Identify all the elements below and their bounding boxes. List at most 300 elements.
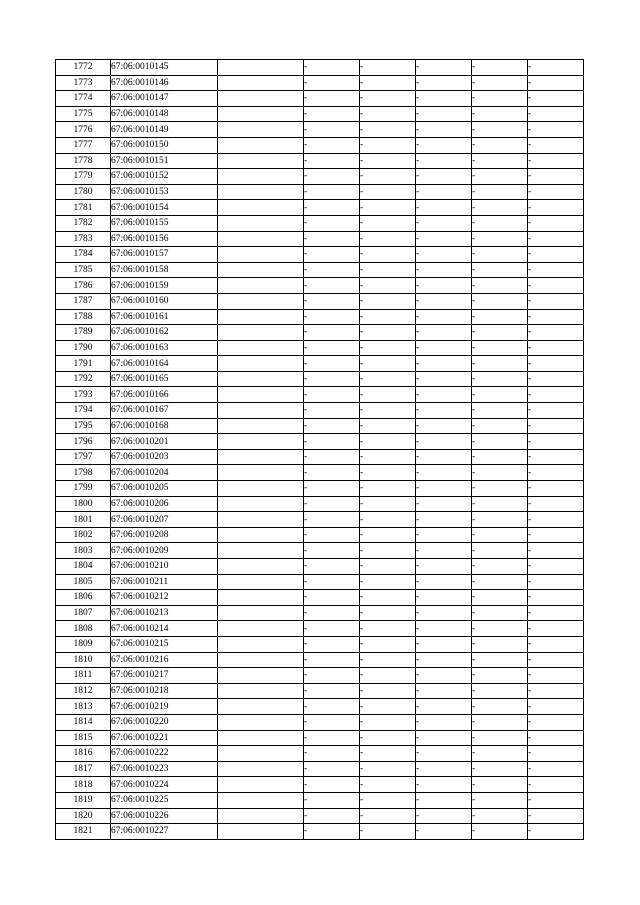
value-cell: - (528, 605, 584, 621)
registry-table (55, 59, 584, 840)
value-cell: - (304, 356, 360, 372)
value-cell: - (472, 184, 528, 200)
blank-cell (218, 200, 304, 216)
value-cell: - (416, 512, 472, 528)
value-cell: - (528, 169, 584, 185)
value-cell: - (416, 325, 472, 341)
value-cell: - (416, 75, 472, 91)
table-row (56, 559, 584, 575)
blank-cell (218, 761, 304, 777)
value-cell: - (416, 808, 472, 824)
value-cell: - (416, 621, 472, 637)
value-cell: - (304, 777, 360, 793)
cadastral-number-cell: 67:06:0010219 (111, 699, 218, 715)
value-cell: - (304, 278, 360, 294)
value-cell: - (472, 153, 528, 169)
value-cell: - (416, 699, 472, 715)
value-cell: - (472, 403, 528, 419)
row-number-cell: 1789 (56, 325, 111, 341)
value-cell: - (304, 169, 360, 185)
row-number-cell: 1802 (56, 527, 111, 543)
value-cell: - (416, 122, 472, 138)
value-cell: - (528, 418, 584, 434)
row-number-cell: 1773 (56, 75, 111, 91)
table-row (56, 636, 584, 652)
table-row (56, 91, 584, 107)
cadastral-number-cell: 67:06:0010167 (111, 403, 218, 419)
value-cell: - (472, 543, 528, 559)
value-cell: - (472, 605, 528, 621)
value-cell: - (416, 481, 472, 497)
value-cell: - (416, 371, 472, 387)
cadastral-number-cell: 67:06:0010160 (111, 293, 218, 309)
table-row (56, 325, 584, 341)
value-cell: - (472, 559, 528, 575)
value-cell: - (528, 262, 584, 278)
value-cell: - (304, 200, 360, 216)
table-row (56, 605, 584, 621)
cadastral-number-cell: 67:06:0010166 (111, 387, 218, 403)
value-cell: - (304, 449, 360, 465)
value-cell: - (472, 75, 528, 91)
blank-cell (218, 75, 304, 91)
value-cell: - (304, 652, 360, 668)
table-row (56, 808, 584, 824)
value-cell: - (360, 200, 416, 216)
cadastral-number-cell: 67:06:0010146 (111, 75, 218, 91)
table-row (56, 387, 584, 403)
row-number-cell: 1778 (56, 153, 111, 169)
row-number-cell: 1800 (56, 496, 111, 512)
value-cell: - (360, 169, 416, 185)
value-cell: - (416, 636, 472, 652)
value-cell: - (528, 356, 584, 372)
value-cell: - (360, 418, 416, 434)
table-row (56, 652, 584, 668)
cadastral-number-cell: 67:06:0010206 (111, 496, 218, 512)
value-cell: - (528, 699, 584, 715)
table-row (56, 106, 584, 122)
value-cell: - (360, 293, 416, 309)
row-number-cell: 1801 (56, 512, 111, 528)
value-cell: - (472, 512, 528, 528)
row-number-cell: 1791 (56, 356, 111, 372)
value-cell: - (416, 215, 472, 231)
value-cell: - (304, 730, 360, 746)
blank-cell (218, 434, 304, 450)
value-cell: - (360, 325, 416, 341)
value-cell: - (304, 387, 360, 403)
value-cell: - (304, 512, 360, 528)
table-row (56, 668, 584, 684)
value-cell: - (360, 683, 416, 699)
value-cell: - (528, 434, 584, 450)
value-cell: - (304, 418, 360, 434)
value-cell: - (472, 699, 528, 715)
value-cell: - (416, 465, 472, 481)
cadastral-number-cell: 67:06:0010205 (111, 481, 218, 497)
value-cell: - (360, 434, 416, 450)
value-cell: - (304, 122, 360, 138)
value-cell: - (416, 231, 472, 247)
blank-cell (218, 340, 304, 356)
cadastral-number-cell: 67:06:0010145 (111, 60, 218, 76)
value-cell: - (528, 792, 584, 808)
value-cell: - (304, 91, 360, 107)
value-cell: - (416, 403, 472, 419)
row-number-cell: 1813 (56, 699, 111, 715)
value-cell: - (416, 559, 472, 575)
blank-cell (218, 605, 304, 621)
value-cell: - (304, 590, 360, 606)
value-cell: - (360, 808, 416, 824)
value-cell: - (416, 184, 472, 200)
cadastral-number-cell: 67:06:0010215 (111, 636, 218, 652)
value-cell: - (472, 137, 528, 153)
value-cell: - (360, 262, 416, 278)
table-row (56, 247, 584, 263)
value-cell: - (360, 761, 416, 777)
blank-cell (218, 621, 304, 637)
row-number-cell: 1776 (56, 122, 111, 138)
cadastral-number-cell: 67:06:0010162 (111, 325, 218, 341)
blank-cell (218, 481, 304, 497)
blank-cell (218, 590, 304, 606)
table-row (56, 574, 584, 590)
value-cell: - (528, 746, 584, 762)
value-cell: - (304, 481, 360, 497)
cadastral-number-cell: 67:06:0010210 (111, 559, 218, 575)
value-cell: - (528, 340, 584, 356)
value-cell: - (528, 730, 584, 746)
value-cell: - (528, 543, 584, 559)
value-cell: - (416, 543, 472, 559)
row-number-cell: 1821 (56, 824, 111, 840)
value-cell: - (304, 761, 360, 777)
table-row (56, 590, 584, 606)
blank-cell (218, 730, 304, 746)
value-cell: - (304, 496, 360, 512)
value-cell: - (528, 387, 584, 403)
value-cell: - (472, 434, 528, 450)
value-cell: - (360, 387, 416, 403)
blank-cell (218, 543, 304, 559)
value-cell: - (360, 559, 416, 575)
row-number-cell: 1804 (56, 559, 111, 575)
cadastral-number-cell: 67:06:0010165 (111, 371, 218, 387)
value-cell: - (472, 231, 528, 247)
blank-cell (218, 636, 304, 652)
cadastral-number-cell: 67:06:0010201 (111, 434, 218, 450)
value-cell: - (304, 543, 360, 559)
cadastral-number-cell: 67:06:0010212 (111, 590, 218, 606)
value-cell: - (528, 309, 584, 325)
value-cell: - (528, 184, 584, 200)
row-number-cell: 1780 (56, 184, 111, 200)
table-row (56, 746, 584, 762)
blank-cell (218, 418, 304, 434)
cadastral-number-cell: 67:06:0010154 (111, 200, 218, 216)
table-row (56, 824, 584, 840)
value-cell: - (528, 122, 584, 138)
value-cell: - (304, 60, 360, 76)
blank-cell (218, 652, 304, 668)
value-cell: - (472, 824, 528, 840)
table-row (56, 527, 584, 543)
cadastral-number-cell: 67:06:0010152 (111, 169, 218, 185)
row-number-cell: 1815 (56, 730, 111, 746)
table-row (56, 481, 584, 497)
value-cell: - (528, 200, 584, 216)
value-cell: - (472, 106, 528, 122)
value-cell: - (472, 777, 528, 793)
row-number-cell: 1814 (56, 714, 111, 730)
cadastral-number-cell: 67:06:0010218 (111, 683, 218, 699)
value-cell: - (472, 325, 528, 341)
value-cell: - (304, 184, 360, 200)
row-number-cell: 1777 (56, 137, 111, 153)
value-cell: - (528, 278, 584, 294)
value-cell: - (528, 215, 584, 231)
value-cell: - (472, 714, 528, 730)
value-cell: - (472, 309, 528, 325)
value-cell: - (472, 496, 528, 512)
value-cell: - (360, 403, 416, 419)
table-row (56, 699, 584, 715)
table-row (56, 371, 584, 387)
cadastral-number-cell: 67:06:0010226 (111, 808, 218, 824)
value-cell: - (472, 668, 528, 684)
value-cell: - (304, 309, 360, 325)
value-cell: - (528, 465, 584, 481)
row-number-cell: 1772 (56, 60, 111, 76)
row-number-cell: 1785 (56, 262, 111, 278)
table-row (56, 512, 584, 528)
value-cell: - (360, 652, 416, 668)
table-row (56, 293, 584, 309)
value-cell: - (360, 122, 416, 138)
value-cell: - (472, 356, 528, 372)
value-cell: - (360, 481, 416, 497)
value-cell: - (360, 512, 416, 528)
cadastral-number-cell: 67:06:0010161 (111, 309, 218, 325)
value-cell: - (472, 636, 528, 652)
value-cell: - (416, 200, 472, 216)
value-cell: - (360, 699, 416, 715)
blank-cell (218, 371, 304, 387)
value-cell: - (472, 527, 528, 543)
value-cell: - (472, 200, 528, 216)
value-cell: - (416, 590, 472, 606)
blank-cell (218, 714, 304, 730)
value-cell: - (528, 325, 584, 341)
value-cell: - (528, 512, 584, 528)
value-cell: - (416, 574, 472, 590)
row-number-cell: 1781 (56, 200, 111, 216)
value-cell: - (472, 808, 528, 824)
row-number-cell: 1796 (56, 434, 111, 450)
table-row (56, 403, 584, 419)
blank-cell (218, 262, 304, 278)
value-cell: - (416, 730, 472, 746)
row-number-cell: 1779 (56, 169, 111, 185)
value-cell: - (304, 215, 360, 231)
table-row (56, 356, 584, 372)
value-cell: - (304, 325, 360, 341)
value-cell: - (360, 449, 416, 465)
table-row (56, 122, 584, 138)
row-number-cell: 1786 (56, 278, 111, 294)
row-number-cell: 1797 (56, 449, 111, 465)
value-cell: - (472, 481, 528, 497)
row-number-cell: 1794 (56, 403, 111, 419)
cadastral-number-cell: 67:06:0010211 (111, 574, 218, 590)
value-cell: - (528, 668, 584, 684)
table-row (56, 714, 584, 730)
cadastral-number-cell: 67:06:0010220 (111, 714, 218, 730)
cadastral-number-cell: 67:06:0010159 (111, 278, 218, 294)
table-row (56, 449, 584, 465)
value-cell: - (360, 75, 416, 91)
value-cell: - (472, 278, 528, 294)
value-cell: - (360, 730, 416, 746)
value-cell: - (360, 605, 416, 621)
blank-cell (218, 153, 304, 169)
cadastral-number-cell: 67:06:0010151 (111, 153, 218, 169)
blank-cell (218, 824, 304, 840)
row-number-cell: 1820 (56, 808, 111, 824)
cadastral-number-cell: 67:06:0010149 (111, 122, 218, 138)
value-cell: - (472, 465, 528, 481)
blank-cell (218, 293, 304, 309)
value-cell: - (304, 808, 360, 824)
row-number-cell: 1795 (56, 418, 111, 434)
row-number-cell: 1807 (56, 605, 111, 621)
value-cell: - (304, 714, 360, 730)
value-cell: - (360, 636, 416, 652)
value-cell: - (360, 137, 416, 153)
value-cell: - (528, 559, 584, 575)
value-cell: - (472, 247, 528, 263)
value-cell: - (360, 309, 416, 325)
value-cell: - (528, 714, 584, 730)
value-cell: - (360, 91, 416, 107)
blank-cell (218, 60, 304, 76)
value-cell: - (528, 652, 584, 668)
value-cell: - (416, 247, 472, 263)
value-cell: - (360, 247, 416, 263)
cadastral-number-cell: 67:06:0010209 (111, 543, 218, 559)
value-cell: - (416, 137, 472, 153)
value-cell: - (472, 730, 528, 746)
value-cell: - (416, 434, 472, 450)
value-cell: - (528, 91, 584, 107)
value-cell: - (528, 527, 584, 543)
cadastral-number-cell: 67:06:0010156 (111, 231, 218, 247)
blank-cell (218, 668, 304, 684)
value-cell: - (304, 371, 360, 387)
row-number-cell: 1792 (56, 371, 111, 387)
value-cell: - (304, 746, 360, 762)
cadastral-number-cell: 67:06:0010216 (111, 652, 218, 668)
value-cell: - (416, 824, 472, 840)
value-cell: - (528, 590, 584, 606)
value-cell: - (528, 621, 584, 637)
value-cell: - (472, 293, 528, 309)
cadastral-number-cell: 67:06:0010153 (111, 184, 218, 200)
value-cell: - (472, 621, 528, 637)
table-row (56, 200, 584, 216)
cadastral-number-cell: 67:06:0010155 (111, 215, 218, 231)
blank-cell (218, 215, 304, 231)
value-cell: - (528, 683, 584, 699)
value-cell: - (360, 668, 416, 684)
value-cell: - (528, 636, 584, 652)
value-cell: - (416, 418, 472, 434)
value-cell: - (472, 418, 528, 434)
value-cell: - (304, 559, 360, 575)
cadastral-number-cell: 67:06:0010158 (111, 262, 218, 278)
value-cell: - (360, 574, 416, 590)
value-cell: - (360, 215, 416, 231)
cadastral-number-cell: 67:06:0010203 (111, 449, 218, 465)
value-cell: - (416, 387, 472, 403)
value-cell: - (528, 293, 584, 309)
value-cell: - (528, 808, 584, 824)
blank-cell (218, 403, 304, 419)
cadastral-number-cell: 67:06:0010147 (111, 91, 218, 107)
table-row (56, 60, 584, 76)
value-cell: - (528, 574, 584, 590)
blank-cell (218, 465, 304, 481)
value-cell: - (360, 356, 416, 372)
value-cell: - (416, 309, 472, 325)
row-number-cell: 1812 (56, 683, 111, 699)
value-cell: - (472, 746, 528, 762)
value-cell: - (416, 356, 472, 372)
value-cell: - (304, 824, 360, 840)
row-number-cell: 1818 (56, 777, 111, 793)
value-cell: - (304, 465, 360, 481)
blank-cell (218, 512, 304, 528)
blank-cell (218, 325, 304, 341)
cadastral-number-cell: 67:06:0010217 (111, 668, 218, 684)
value-cell: - (528, 449, 584, 465)
table-row (56, 683, 584, 699)
row-number-cell: 1798 (56, 465, 111, 481)
table-row (56, 730, 584, 746)
row-number-cell: 1811 (56, 668, 111, 684)
blank-cell (218, 808, 304, 824)
value-cell: - (528, 403, 584, 419)
value-cell: - (416, 605, 472, 621)
blank-cell (218, 746, 304, 762)
blank-cell (218, 184, 304, 200)
value-cell: - (416, 496, 472, 512)
value-cell: - (528, 496, 584, 512)
blank-cell (218, 683, 304, 699)
table-row (56, 465, 584, 481)
value-cell: - (472, 449, 528, 465)
row-number-cell: 1799 (56, 481, 111, 497)
row-number-cell: 1809 (56, 636, 111, 652)
cadastral-number-cell: 67:06:0010163 (111, 340, 218, 356)
blank-cell (218, 527, 304, 543)
value-cell: - (416, 683, 472, 699)
value-cell: - (360, 792, 416, 808)
value-cell: - (304, 636, 360, 652)
value-cell: - (304, 605, 360, 621)
